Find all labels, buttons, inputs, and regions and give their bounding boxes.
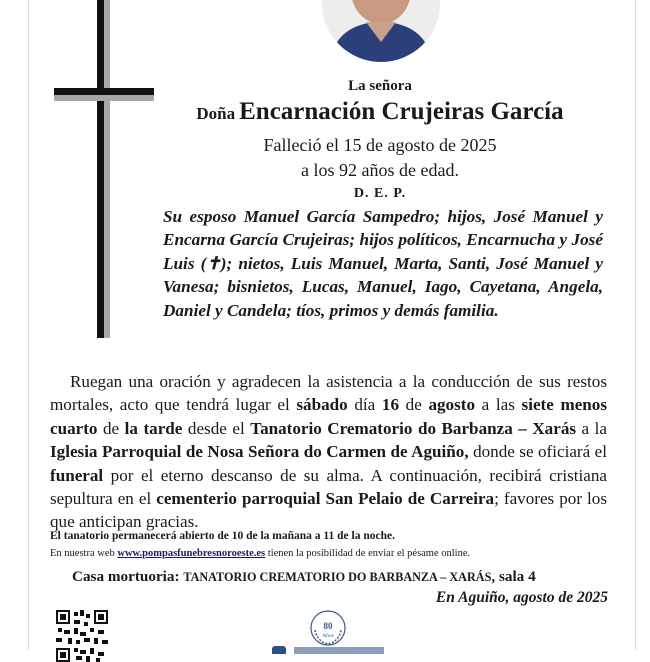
death-date: Falleció el 15 de agosto de 2025 [263, 135, 497, 155]
badge-label: Años [322, 633, 334, 639]
web-notice: En nuestra web www.pompasfunebresnoroeste.es tienen la posibilidad de enviar el pésame online. [50, 548, 471, 559]
full-name: Encarnación Crujeiras García [239, 98, 564, 125]
qr-code-icon[interactable] [56, 610, 108, 662]
age-line: a los 92 años de edad. [301, 160, 459, 180]
website-link[interactable]: www.pompasfunebresnoroeste.es [117, 548, 266, 559]
hours-notice: El tanatorio permanecerá abierto de 10 de la mañana a 11 de la noche. [50, 530, 395, 542]
dep-abbrev: D. E. P. [353, 186, 407, 201]
mortuary-place: TANATORIO CREMATORIO DO BARBANZA – XARÁS [183, 570, 492, 584]
name-prefix: Doña [196, 104, 236, 123]
anniversary-badge-icon [308, 608, 348, 648]
badge-number: 80 [323, 621, 333, 631]
mortuary-info [72, 568, 612, 586]
mortuary-room: , sala 4 [491, 568, 536, 585]
place-date: En Aguiño, agosto de 2025 [435, 589, 608, 606]
honorific: La señora [348, 78, 412, 94]
ceremony-notice: Ruegan una oración y agradecen la asistencia a la conducción de sus restos mortales, acto que tendrá lugar el sábado día 16 de agosto a las siete menos cuarto de la tarde desde el Tanatorio Crematorio do Barbanza – Xarás a la Iglesia Parroquial de Nosa Señora do Carmen de Aguiño, donde se oficiará el funeral por el eterno descanso de su alma. A continuación, recibirá cristiana sepultura en el cementerio parroquial San Pelaio de Carreira; favores por los que anticipan gracias. [50, 372, 608, 532]
family-list: Su esposo Manuel García Sampedro; hijos, José Manuel y Encarna García Crujeiras; hijos políticos, Encarnucha y José Luis (✝); nietos, Luis Manuel, Marta, Santi, José Manuel y Vanesa; bisnietos, Lucas, Manuel, Iago, Cayetana, Angela, Daniel y Candela; tíos, primos y demás familia. [163, 207, 603, 320]
phone-number-strip [272, 644, 392, 654]
deceased-name [150, 98, 610, 126]
mortuary-label: Casa mortuoria: [72, 568, 180, 585]
